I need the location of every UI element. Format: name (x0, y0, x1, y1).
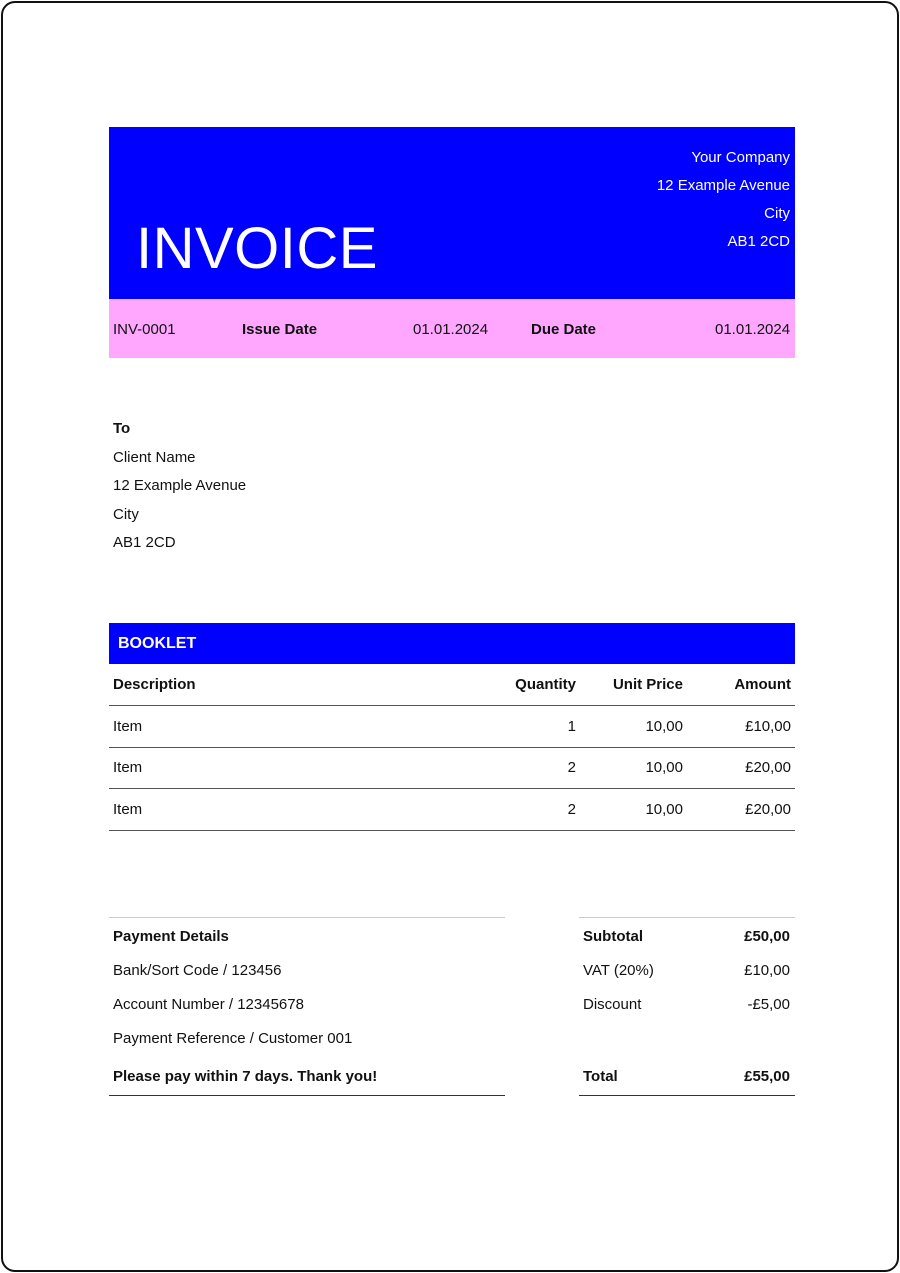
total-value: £55,00 (744, 1068, 790, 1085)
item-quantity: 2 (474, 747, 580, 789)
discount-label: Discount (583, 996, 642, 1013)
payment-reference: Payment Reference / Customer 001 (113, 1030, 353, 1047)
item-amount: £20,00 (687, 747, 795, 789)
issue-date-label: Issue Date (242, 321, 318, 338)
company-postcode: AB1 2CD (727, 233, 790, 250)
item-unit-price: 10,00 (580, 706, 687, 748)
subtotal-label: Subtotal (583, 928, 643, 945)
company-address (657, 144, 790, 256)
payment-note: Please pay within 7 days. Thank you! (113, 1068, 378, 1085)
recipient-address (113, 417, 246, 560)
line-items-table (109, 664, 795, 831)
due-date-value: 01.01.2024 (715, 321, 791, 338)
vat-label: VAT (20%) (583, 962, 654, 979)
item-unit-price: 10,00 (580, 747, 687, 789)
item-amount: £20,00 (687, 789, 795, 831)
due-date-label: Due Date (531, 321, 597, 338)
issue-date-value: 01.01.2024 (413, 321, 489, 338)
column-quantity: Quantity (474, 664, 580, 706)
discount-value: -£5,00 (747, 996, 790, 1013)
item-unit-price: 10,00 (580, 789, 687, 831)
table-row (109, 706, 795, 748)
client-postcode: AB1 2CD (113, 534, 176, 551)
invoice-title: INVOICE (136, 216, 378, 281)
column-amount: Amount (687, 664, 795, 706)
subtotal-row (583, 928, 790, 945)
table-row (109, 747, 795, 789)
to-label: To (113, 420, 131, 437)
column-unit-price: Unit Price (580, 664, 687, 706)
invoice-number: INV-0001 (113, 321, 176, 338)
item-quantity: 2 (474, 789, 580, 831)
client-street: 12 Example Avenue (113, 477, 247, 494)
company-city: City (764, 205, 790, 222)
totals-summary (579, 917, 795, 1096)
bank-sort-code: Bank/Sort Code / 123456 (113, 962, 282, 979)
table-row (109, 789, 795, 831)
company-street: 12 Example Avenue (656, 177, 790, 194)
vat-value: £10,00 (744, 962, 790, 979)
column-description: Description (109, 664, 474, 706)
discount-row (583, 996, 790, 1013)
account-number: Account Number / 12345678 (113, 996, 304, 1013)
client-name: Client Name (113, 448, 196, 466)
item-amount: £10,00 (687, 706, 795, 748)
item-description: Item (109, 747, 474, 789)
company-name: Your Company (691, 149, 790, 166)
items-section-title: BOOKLET (109, 623, 795, 664)
total-row (583, 1068, 790, 1085)
subtotal-value: £50,00 (744, 928, 790, 945)
vat-row (583, 962, 790, 979)
payment-details-title: Payment Details (113, 928, 229, 945)
table-header-row (109, 664, 795, 706)
item-quantity: 1 (474, 706, 580, 748)
total-label: Total (583, 1068, 618, 1085)
item-description: Item (109, 789, 474, 831)
client-city: City (113, 505, 139, 523)
item-description: Item (109, 706, 474, 748)
payment-details (109, 917, 505, 1096)
